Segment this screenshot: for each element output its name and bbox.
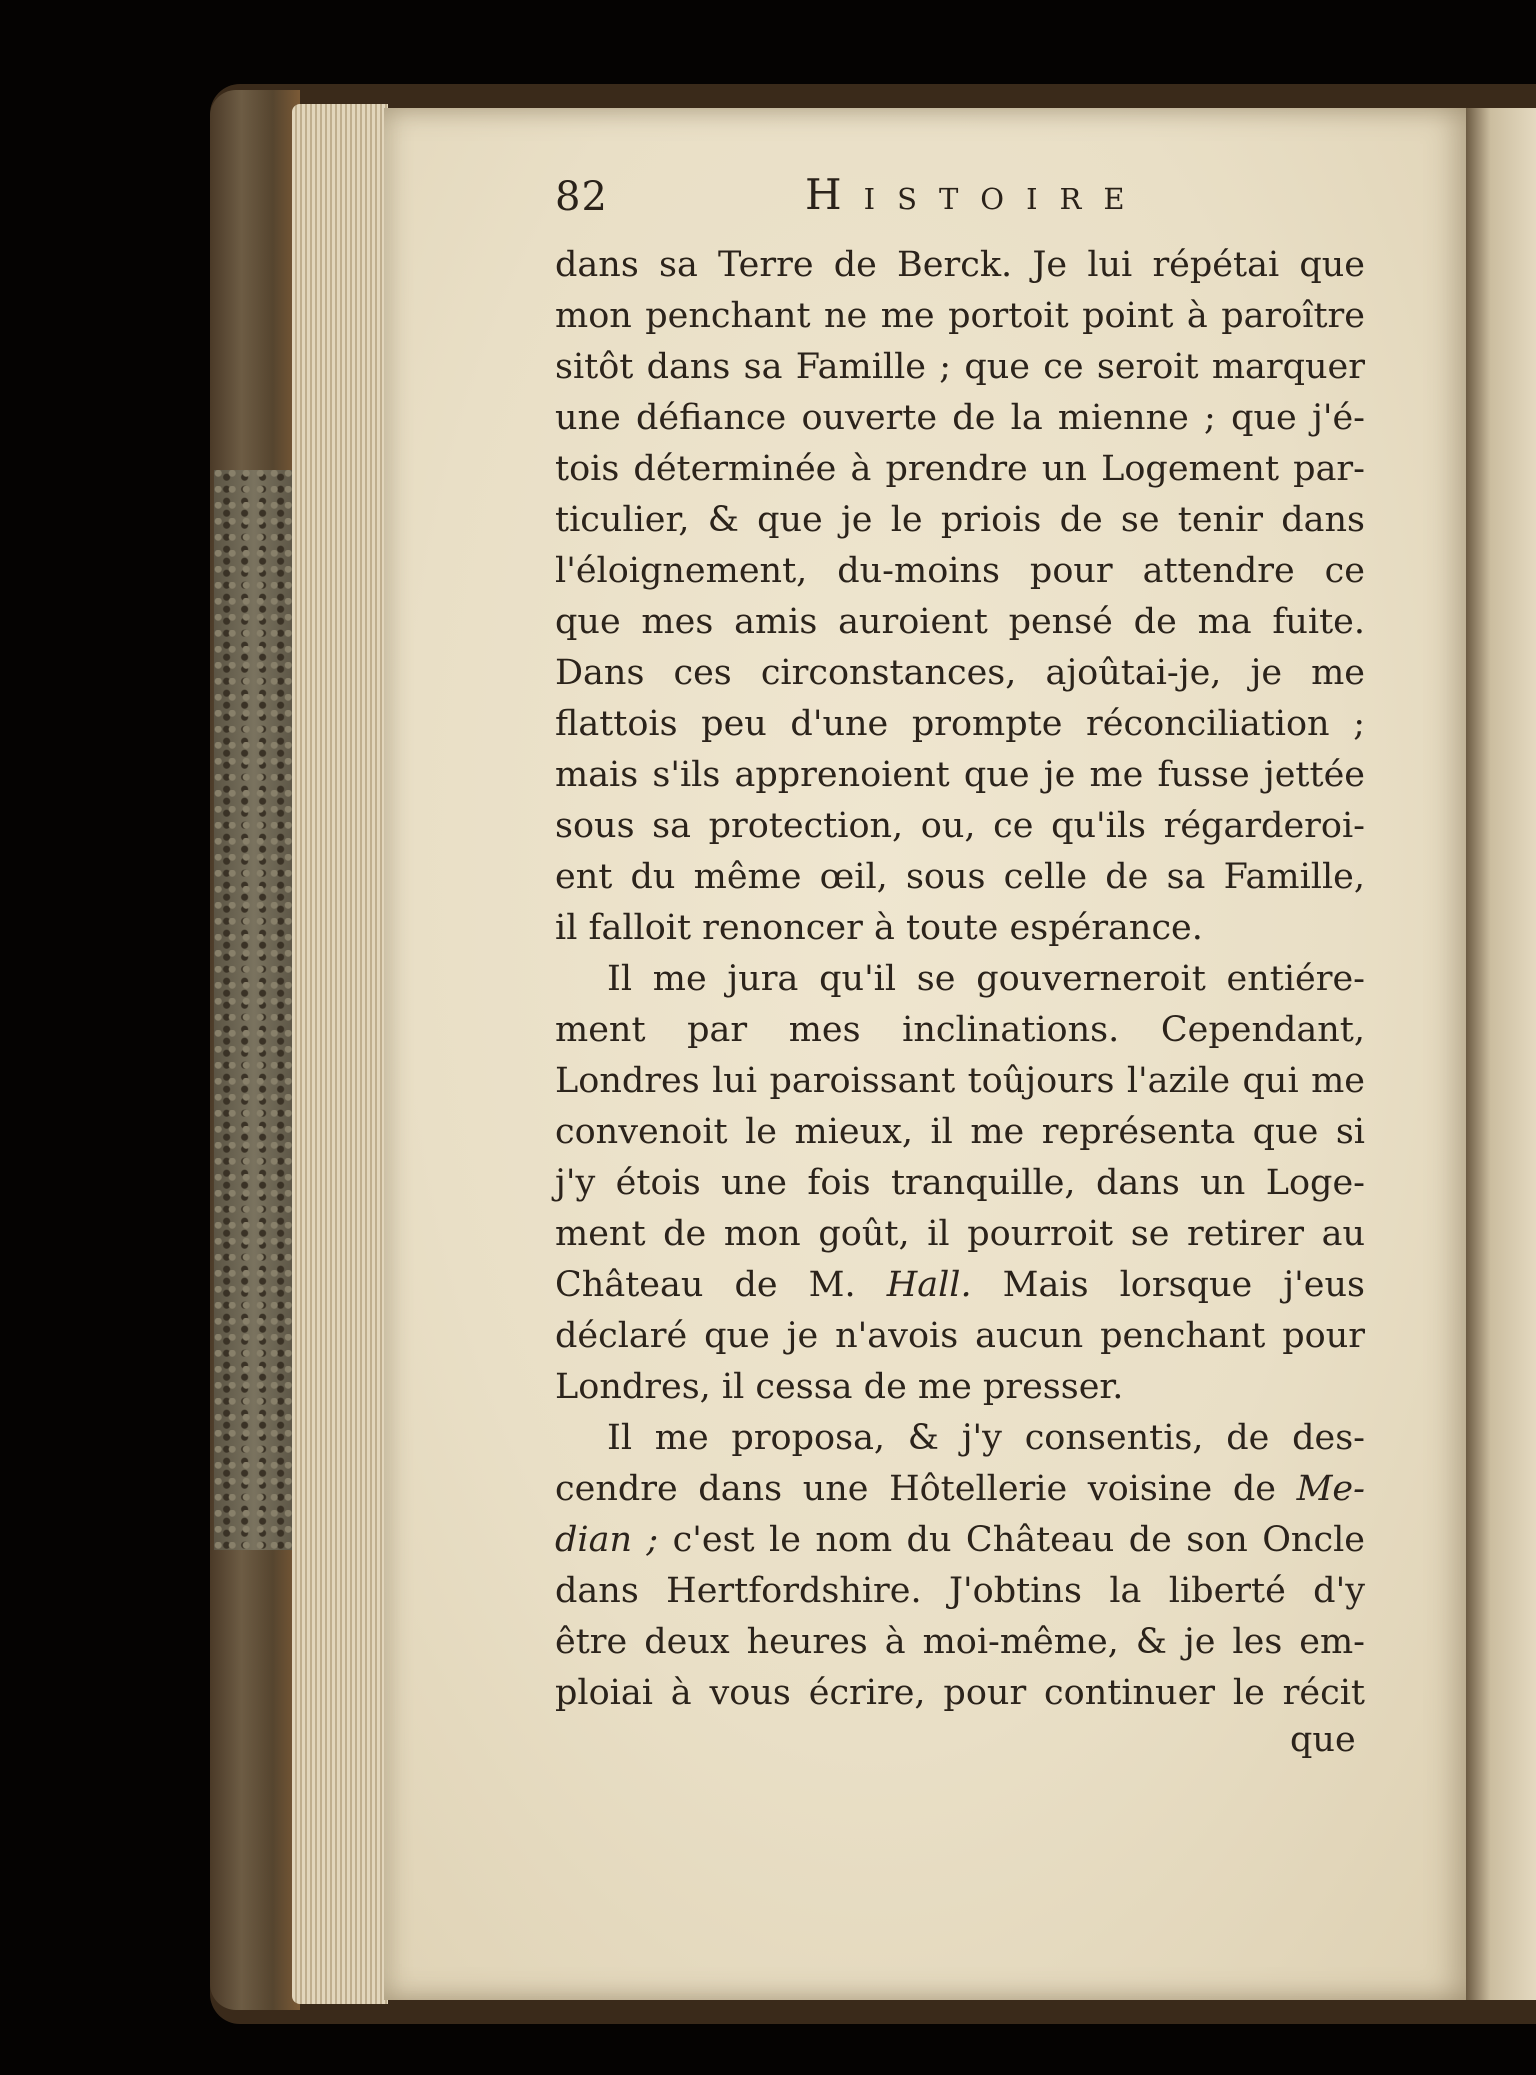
text-line: dans sa Terre de Berck. Je lui répétai que	[555, 245, 1365, 285]
italic-name: dian ;	[555, 1520, 659, 1560]
running-title: Histoire	[805, 170, 1147, 219]
text-line: il falloit renoncer à toute espérance.	[555, 908, 1203, 948]
text-line: déclaré que je n'avois aucun penchant pour	[555, 1316, 1365, 1356]
text-line: l'éloignement, du-moins pour attendre ce	[555, 551, 1365, 591]
text-line: flattois peu d'une prompte réconciliation ;	[555, 704, 1365, 744]
text-line: une défiance ouverte de la mienne ; que j'é-	[555, 398, 1365, 438]
page-number: 82	[555, 174, 608, 220]
italic-name: Hall.	[886, 1265, 972, 1305]
text-line: sitôt dans sa Famille ; que ce seroit marquer	[555, 347, 1365, 387]
text-line: tois déterminée à prendre un Logement par-	[555, 449, 1365, 489]
text-line: dans Hertfordshire. J'obtins la liberté d'y	[555, 1571, 1365, 1611]
text-line: Il me proposa, & j'y consentis, de des-	[607, 1418, 1365, 1458]
text-segment: Château de M.	[555, 1265, 856, 1305]
page-header	[555, 170, 1375, 230]
text-line: ent du même œil, sous celle de sa Famille,	[555, 857, 1365, 897]
text-line: Londres, il cessa de me presser.	[555, 1367, 1124, 1407]
text-line	[555, 1464, 1365, 1515]
text-line: Il me jura qu'il se gouverneroit entiére-	[607, 959, 1365, 999]
catchword: que	[1290, 1720, 1356, 1760]
body-text	[555, 240, 1365, 1719]
text-line: ticulier, & que je le priois de se tenir dans	[555, 500, 1365, 540]
marbled-cover	[214, 470, 294, 1550]
text-line: ment par mes inclinations. Cependant,	[555, 1010, 1365, 1050]
text-line: mais s'ils apprenoient que je me fusse jettée	[555, 755, 1365, 795]
text-segment: c'est le nom du Château de son Oncle	[658, 1520, 1365, 1560]
italic-name: Me-	[1296, 1469, 1365, 1509]
page-edges	[292, 104, 388, 2004]
text-line: être deux heures à moi-même, & je les em-	[555, 1622, 1365, 1662]
text-line: ment de mon goût, il pourroit se retirer au	[555, 1214, 1365, 1254]
text-line: que mes amis auroient pensé de ma fuite.	[555, 602, 1365, 642]
text-line: j'y étois une fois tranquille, dans un Loge-	[555, 1163, 1365, 1203]
text-line: mon penchant ne me portoit point à paroître	[555, 296, 1365, 336]
text-line: ploiai à vous écrire, pour continuer le récit	[555, 1673, 1365, 1713]
text-line	[555, 1515, 1365, 1566]
text-segment: cendre dans une Hôtellerie voisine de	[555, 1469, 1276, 1509]
text-line: convenoit le mieux, il me représenta que si	[555, 1112, 1365, 1152]
page-gutter	[1466, 108, 1536, 2000]
text-line: sous sa protection, ou, ce qu'ils régarderoi-	[555, 806, 1365, 846]
text-segment: Mais lorsque j'eus	[971, 1265, 1365, 1305]
text-line	[555, 1260, 1365, 1311]
text-line: Dans ces circonstances, ajoûtai-je, je me	[555, 653, 1365, 693]
text-line: Londres lui paroissant toûjours l'azile qui me	[555, 1061, 1365, 1101]
